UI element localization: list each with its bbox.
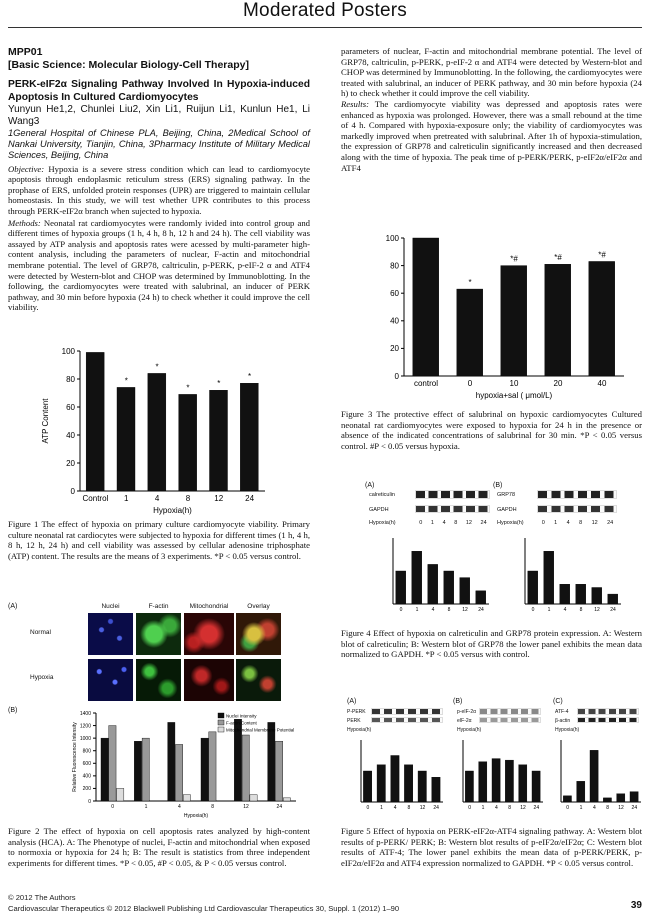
fig2b-bar	[268, 722, 275, 801]
fig4a-bar	[428, 564, 438, 604]
header-rule	[8, 27, 642, 28]
fig5c-bar	[590, 750, 598, 802]
fig3-sig-marker: *#	[598, 250, 606, 260]
fig3-xtick-label: control	[413, 379, 439, 388]
fig2b-ytick-label: 0	[88, 798, 91, 805]
fig4-lanes-b	[537, 520, 618, 526]
fig5a-bar	[377, 765, 385, 802]
fig2b-bar	[117, 788, 124, 801]
fig4b-lane-5: 24	[607, 520, 614, 526]
fig2b-ytick-label: 400	[82, 773, 91, 780]
fig4a-bar	[460, 578, 470, 604]
fig5a-bar	[391, 756, 399, 803]
fig5b-bar	[519, 765, 527, 802]
fig2b-bar	[134, 741, 141, 801]
fig2b-xtick-label: 1	[144, 804, 148, 810]
fig5a-xtick-label: 0	[366, 805, 370, 811]
fig2b-bar	[109, 726, 116, 801]
fig2b-bar	[201, 738, 208, 801]
figure4	[365, 482, 635, 622]
fig1-ytick-label: 0	[70, 486, 75, 496]
fig2b-legend-swatch	[218, 713, 224, 718]
fig4a-bar	[396, 571, 406, 604]
fig1-bar	[210, 390, 228, 491]
fig4-blot-a-band1	[415, 490, 490, 499]
fig5b-xtick-label: 24	[533, 805, 540, 811]
fig1-bar	[179, 394, 197, 491]
fig5-blot-c-band2	[577, 717, 639, 723]
right-column	[341, 46, 642, 173]
fig1-xtick-label: 4	[154, 494, 160, 503]
objective-label: Objective:	[8, 163, 45, 174]
figure5-caption: Figure 5 Effect of hypoxia on PERK-eIF2α-ATF4 signaling pathway. A: Western blot results of p-PERK/ PERK; B: Western blot results of p-eIF2α/eIF2α; C: Western blot results of ATF-4; The lower panel exhibits the mean data of p-PERK/PERK, p-eIF2α/eIF2α and ATF4 expression normalized to GAPDH. *P < 0.05 versus control.	[341, 826, 642, 868]
fig3-ytick-label: 20	[390, 344, 399, 354]
methods-continued: parameters of nuclear, F-actin and mitochondrial membrane potential. The level of GRP78, caltriculin, p-PERK, p-eIF-2 α and ATF4 were detected by Western-blot and CHOP was determined by Immunoblotting. In the following, the cardiomyocytes were treated with salubrinal, an inducer of PERK pathway, and 30 min before hypoxia (24 h) to check whether it could improve the cell viability.	[341, 46, 642, 99]
page-number: 39	[630, 900, 642, 911]
fig4-lane-1: 1	[430, 520, 434, 526]
fig4a-xtick-label: 8	[447, 607, 451, 613]
fig3-xlabel: hypoxia+sal ( μmol/L)	[475, 391, 553, 400]
fig2b-bar	[101, 738, 108, 801]
fig4-lane-3: 8	[454, 520, 458, 526]
fig4a-xtick-label: 4	[431, 607, 435, 613]
running-head: Moderated Posters	[243, 0, 407, 21]
micrograph-hypoxia-factin	[136, 659, 181, 701]
fig5c-xtick-label: 4	[592, 805, 596, 811]
fig5-lane-label-b: Hypoxia(h)	[457, 727, 482, 733]
figure5b-chart	[445, 736, 545, 816]
fig5-blot-a-band2	[371, 717, 443, 723]
fig3-bar	[413, 238, 439, 376]
fig3-bar	[545, 264, 571, 376]
fig1-xlabel: Hypoxia(h)	[153, 506, 192, 515]
fig1-xtick-label: 8	[185, 494, 191, 503]
fig5a-xtick-label: 1	[380, 805, 383, 811]
fig4-lane-4: 12	[465, 520, 472, 526]
micrograph-normal-nuclei	[88, 613, 133, 655]
fig4-blot-b-grp78: GRP78	[497, 492, 516, 498]
fig4b-xtick-label: 0	[531, 607, 535, 613]
figure2-col-overlay: Overlay	[247, 603, 270, 610]
fig1-sig-marker: *	[217, 379, 221, 389]
results-text: The cardiomyocyte viability was depressed and apoptosis rates were enhanced as hypoxia was prolonged. However, there was a small rebound at the time of 4 h. Compared with hypoxia-exposure only; the viability of cardiomyocytes was markedly improved when pretreated with salubrinal. After 1h of hypoxia-stimulation, the expression of GRP78 and calreticulin significantly increased and then decreased along with the time of hypoxia. The peak time of p-PERK/PERK, p-eIF2α/eIF2α and ATF4	[341, 98, 642, 173]
fig4-lane-label-a: Hypoxia(h)	[369, 520, 396, 526]
fig2b-xtick-label: 24	[276, 804, 283, 810]
fig4b-bar	[528, 571, 538, 604]
figure2-panel-b: (B)	[8, 707, 18, 714]
fig5c-bar	[630, 792, 638, 802]
fig3-xtick-label: 20	[553, 379, 563, 388]
fig3-sig-marker: *	[468, 278, 472, 288]
fig4a-bar	[444, 571, 454, 604]
fig2b-legend-label: F-actin Content	[226, 720, 257, 726]
fig5-blot-a-perk: PERK	[347, 718, 361, 724]
abstract-category: [Basic Science: Molecular Biology-Cell Therapy]	[8, 59, 249, 71]
fig4-blot-b-band1	[537, 490, 617, 499]
fig2b-legend-swatch	[218, 720, 224, 725]
fig1-xtick-label: Control	[82, 494, 109, 503]
fig4b-lane-2: 4	[566, 520, 570, 526]
fig4b-xtick-label: 12	[594, 607, 600, 613]
fig2b-ytick-label: 1200	[79, 723, 91, 730]
figure3-caption: Figure 3 The protective effect of salubrinal on hypoxic cardiomyocytes Cultured neonatal rat cardiomyocytes were exposed to hypoxia for 24 h in the presence or absence of the indicated concentrations of salubrinal for 30 min. *P < 0.05 versus control. #P < 0.05 versus hypoxia.	[341, 409, 642, 451]
fig4b-xtick-label: 24	[610, 607, 616, 613]
methods-text: Neonatal rat cardiomyocytes were randomly ivided into control group and different times of hypoxia groups (1 h, 4 h, 8 h, 12 h and 24 h). The cell viability was assayed by ATP analysis and apoptosis rates were acessed by multi-parameter high-content analysis, including the parameters of nuclear, F-actin and mitochondrial membrane potential. The level of GRP78, caltriculin, p-PERK, p-eIF-2 α and ATF4 were detected by Western-blot and CHOP was determined by Immunoblotting. In the following, the cardiomyocytes were treated with salubrinal, an inducer of PERK pathway, and 30 min before hypoxia (24 h) to check whether it could improve the cell viability.	[8, 217, 311, 313]
figure2-col-nuclei: Nuclei	[101, 603, 120, 610]
fig3-ytick-label: 80	[390, 261, 399, 271]
fig1-ytick-label: 80	[66, 374, 75, 384]
fig5-lane-label-a: Hypoxia(h)	[347, 727, 372, 733]
fig4b-lane-4: 12	[591, 520, 598, 526]
fig2b-bar	[242, 735, 249, 801]
fig1-bar	[86, 352, 104, 491]
fig5a-bar	[404, 765, 412, 802]
fig4a-bar	[476, 591, 486, 604]
figure4-panel-a: (A)	[365, 482, 375, 489]
fig5a-xtick-label: 4	[393, 805, 397, 811]
fig5c-xtick-label: 8	[606, 805, 610, 811]
left-column	[8, 46, 310, 313]
fig4a-bar	[412, 551, 422, 604]
fig4-blot-a-calreticulin: calreticulin	[369, 492, 395, 498]
fig2b-bar	[275, 741, 282, 801]
methods-label: Methods:	[8, 217, 41, 228]
fig5c-bar	[563, 796, 571, 802]
fig3-ytick-label: 40	[390, 316, 399, 326]
fig3-sig-marker: *#	[510, 254, 518, 264]
figure2-row-hypoxia: Hypoxia	[30, 674, 54, 681]
fig5b-xtick-label: 8	[508, 805, 512, 811]
figure2	[8, 603, 310, 823]
figure1-chart	[40, 343, 275, 518]
fig5-blot-c-atf4: ATF-4	[555, 709, 569, 715]
micrograph-normal-factin	[136, 613, 181, 655]
fig1-ytick-label: 60	[66, 402, 75, 412]
fig4a-xtick-label: 1	[415, 607, 419, 613]
fig5-blot-b-peif: p-eIF-2α	[457, 709, 477, 715]
fig4b-bar	[544, 551, 554, 604]
fig2b-xtick-label: 12	[243, 804, 249, 810]
figure2-col-factin: F-actin	[148, 603, 169, 610]
fig5a-bar	[432, 777, 440, 802]
micrograph-normal-overlay	[236, 613, 281, 655]
fig5-blot-b-eif: eIF-2α	[457, 718, 472, 724]
micrograph-hypoxia-nuclei	[88, 659, 133, 701]
fig2b-xtick-label: 4	[177, 804, 181, 810]
fig3-ytick-label: 60	[390, 289, 399, 298]
fig1-bar	[117, 387, 135, 491]
fig2b-bar	[250, 795, 257, 801]
micrograph-hypoxia-overlay	[236, 659, 281, 701]
fig2b-ytick-label: 1000	[79, 735, 91, 742]
fig2b-bar	[175, 744, 182, 801]
fig2b-ytick-label: 600	[82, 761, 91, 768]
fig5b-bar	[479, 762, 487, 802]
micrograph-normal-mito	[184, 613, 234, 655]
fig2b-legend-label: Mitochondrial Membrane Potential	[226, 727, 295, 733]
figure2-row-normal: Normal	[30, 629, 51, 636]
figure2b-chart	[68, 709, 308, 819]
fig2b-ytick-label: 200	[82, 786, 91, 793]
fig5b-bar	[505, 760, 513, 802]
figure4-panel-b: (B)	[493, 482, 503, 489]
fig5-blot-b-band1	[479, 708, 541, 715]
fig3-ytick-label: 0	[394, 371, 399, 381]
fig3-ytick-label: 100	[385, 233, 399, 243]
figure4-caption: Figure 4 Effect of hypoxia on calreticulin and GRP78 protein expression. A: Western blot of calreticulin; B: Western blot of GRP78 the lower panel exhibits the mean data normalized to GAPDH. *P < 0.05 versus with control.	[341, 628, 642, 660]
fig2b-legend-swatch	[218, 727, 224, 732]
fig3-sig-marker: *#	[554, 253, 562, 263]
footer-copyright: © 2012 The Authors	[8, 893, 76, 902]
figure5a-chart	[341, 736, 446, 816]
fig5b-bar	[532, 771, 540, 802]
fig2b-bar	[209, 732, 216, 801]
abstract-authors: Yunyun He1,2, Chunlei Liu2, Xin Li1, Ruijun Li1, Kunlun He1, Li Wang3	[8, 104, 310, 127]
fig5-lane-label-c: Hypoxia(h)	[555, 727, 580, 733]
fig4-lane-5: 24	[480, 520, 487, 526]
fig5b-bar	[492, 759, 500, 802]
figure5-panel-a: (A)	[347, 698, 357, 705]
fig4b-lane-3: 8	[579, 520, 583, 526]
fig5b-xtick-label: 0	[468, 805, 472, 811]
fig5b-xtick-label: 12	[520, 805, 526, 811]
fig5a-bar	[418, 771, 426, 802]
fig5c-xtick-label: 0	[566, 805, 570, 811]
fig2b-ytick-label: 1400	[79, 710, 91, 717]
figure3-chart	[368, 228, 638, 408]
fig1-sig-marker: *	[248, 372, 252, 382]
fig1-xtick-label: 12	[214, 494, 224, 503]
fig5-blot-a-band1	[371, 708, 443, 715]
figure2-col-mito: Mitochondrial	[189, 603, 229, 610]
fig1-ylabel: ATP Content	[41, 398, 50, 444]
fig4-blot-b-gapdh: GAPDH	[497, 507, 517, 513]
fig1-ytick-label: 40	[66, 430, 75, 440]
fig5c-bar	[577, 781, 585, 802]
fig4-blot-b-band2	[537, 505, 617, 513]
fig5b-bar	[465, 771, 473, 802]
fig5c-bar	[603, 798, 611, 802]
fig2b-bar	[168, 722, 175, 801]
fig1-sig-marker: *	[186, 383, 190, 393]
fig5-blot-b-band2	[479, 717, 541, 723]
fig5a-xtick-label: 24	[433, 805, 439, 811]
fig4a-xtick-label: 24	[478, 607, 484, 613]
fig5c-xtick-label: 12	[618, 805, 624, 811]
fig2b-xtick-label: 0	[111, 804, 115, 810]
abstract-id: MPP01	[8, 46, 43, 58]
fig4-lanes-a	[415, 520, 491, 526]
fig2b-ylabel: Relative Fluorescence Intensity	[72, 722, 78, 792]
fig2b-ytick-label: 800	[82, 748, 91, 755]
footer-journal: Cardiovascular Therapeutics © 2012 Blackwell Publishing Ltd Cardiovascular Therapeutics 30, Suppl. 1 (2012) 1–90	[8, 904, 400, 913]
fig2b-xlabel: Hypoxia(h)	[183, 813, 209, 819]
fig4a-xtick-label: 12	[462, 607, 468, 613]
fig4b-bar	[576, 584, 586, 604]
fig4-lane-label-b: Hypoxia(h)	[497, 520, 524, 526]
abstract-title: PERK-eIF2α Signaling Pathway Involved In Hypoxia-induced Apoptosis In Cultured Cardiomyocytes	[8, 79, 310, 103]
fig4-blot-a-band2	[415, 505, 490, 513]
fig4b-bar	[608, 594, 618, 604]
fig4b-xtick-label: 4	[563, 607, 567, 613]
figure2-panel-a: (A)	[8, 603, 18, 610]
figure5-panel-b: (B)	[453, 698, 463, 705]
fig5b-xtick-label: 4	[494, 805, 498, 811]
fig2b-bar	[142, 738, 149, 801]
fig2b-bar	[183, 795, 190, 801]
fig1-ytick-label: 100	[61, 346, 75, 356]
fig5-blot-c-actin: β-actin	[555, 718, 571, 724]
fig4b-xtick-label: 8	[579, 607, 583, 613]
fig4b-lane-1: 1	[554, 520, 558, 526]
fig5-blot-c-band1	[577, 708, 639, 715]
fig5c-xtick-label: 1	[579, 805, 583, 811]
figure5-panel-c: (C)	[553, 698, 563, 705]
fig4-blot-a-gapdh: GAPDH	[369, 507, 389, 513]
fig1-bar	[148, 373, 166, 491]
objective-text: Hypoxia is a severe stress condition which can lead to cardiomyocyte apoptosis through endoplasmic reticulum stress (ERS) signaling pathway. In the prophase of ERS, unfolded protein responses (UPR) are triggered to maintain cellular homeostasis. In this study, we will test whether UPR contributes to this process through PERK-eIF2α branch when sujected to hypoxia.	[8, 163, 311, 216]
figure1-caption: Figure 1 The effect of hypoxia on primary culture cardiomyocyte viability. Primary culture neonatal rat cardiocytes were subjected to hypoxia for different times (1 h, 4 h, 8 h, 12 h, 24 h) and cell viability was assessed by cellular adenosine triphosphate (ATP) content. The results are the means of 3 experiments. *P < 0.05 versus control.	[8, 519, 310, 561]
fig4b-lane-0: 0	[541, 520, 545, 526]
fig5c-bar	[617, 794, 625, 802]
fig5a-xtick-label: 12	[419, 805, 426, 811]
fig4b-bar	[560, 584, 570, 604]
fig2b-legend-label: Nuclei Intensity	[226, 713, 257, 719]
fig2b-xtick-label: 8	[211, 804, 215, 810]
fig3-bar	[589, 261, 615, 376]
figure2-caption: Figure 2 The effect of hypoxia on cell apoptosis rates analyzed by high-content analysis (HCA). A: The Phenotype of nuclei, F-actin and mitochondrial when exposed to normoxia or hypoxia for 24 h; B: The result is statistics from three independent experiments for different times. *P < 0.05, #P < 0.05, & P < 0.05 versus control.	[8, 826, 310, 868]
fig3-bar	[457, 289, 483, 376]
fig4b-xtick-label: 1	[547, 607, 551, 613]
figure5c-chart	[543, 736, 643, 816]
fig4-lane-0: 0	[419, 520, 423, 526]
fig1-xtick-label: 1	[124, 494, 129, 503]
fig5a-xtick-label: 8	[407, 805, 411, 811]
fig4a-xtick-label: 0	[399, 607, 403, 613]
abstract-affiliations: 1General Hospital of Chinese PLA, Beijing, China, 2Medical School of Nankai University, Tianjin, China, 3Pharmacy Institute of Military Medical Sciences, Beijing, China	[8, 128, 310, 161]
fig5c-xtick-label: 24	[631, 805, 638, 811]
fig4b-bar	[592, 588, 602, 605]
micrograph-hypoxia-mito	[184, 659, 234, 701]
figure4a-chart	[373, 534, 493, 620]
fig3-bar	[501, 266, 527, 376]
figure4b-chart	[505, 534, 625, 620]
fig1-sig-marker: *	[124, 376, 128, 386]
fig5a-bar	[363, 771, 371, 802]
fig1-bar	[240, 383, 258, 491]
fig3-xtick-label: 0	[467, 379, 473, 388]
fig2b-bar	[283, 798, 290, 801]
fig5-blot-a-pperk: P-PERK	[347, 709, 366, 715]
fig1-ytick-label: 20	[66, 458, 75, 468]
fig5b-xtick-label: 1	[481, 805, 485, 811]
fig1-sig-marker: *	[155, 362, 159, 372]
fig3-xtick-label: 10	[509, 379, 519, 388]
fig4-lane-2: 4	[442, 520, 446, 526]
fig1-xtick-label: 24	[245, 494, 255, 503]
figure5	[341, 698, 642, 818]
fig3-xtick-label: 40	[597, 379, 607, 388]
results-label: Results:	[341, 98, 369, 109]
